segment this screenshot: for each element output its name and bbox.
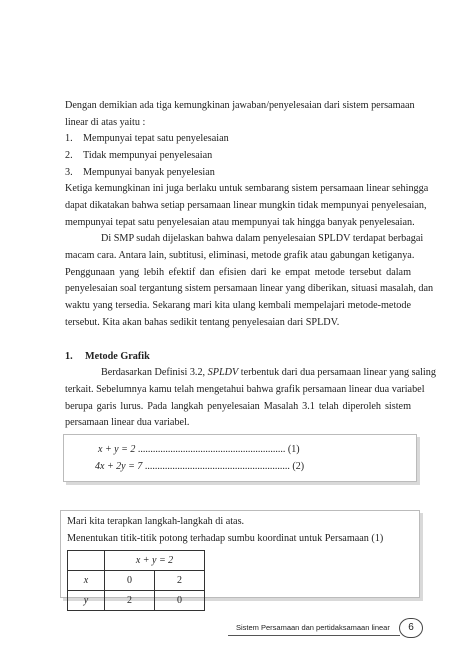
paragraph-line: linear di atas yaitu : <box>65 117 146 128</box>
list-item-text: Mempunyai banyak penyelesian <box>83 167 215 178</box>
footer-title: Sistem Persamaan dan pertidaksamaan linear <box>236 623 390 632</box>
table-cell: 0 <box>105 571 155 591</box>
paragraph-line: berupa garis lurus. Pada langkah penyelesaian Masalah 3.1 telah diperoleh sistem <box>65 401 411 412</box>
paragraph-line: mempunyai tepat satu penyelesaian atau mempunyai tak hingga banyak penyelesaian. <box>65 217 415 228</box>
paragraph-line: Di SMP sudah dijelaskan bahwa dalam penyelesaian SPLDV terdapat berbagai <box>101 233 424 244</box>
paragraph-line: Berdasarkan Definisi 3.2, SPLDV terbentuk dari dua persamaan linear yang saling <box>101 367 436 378</box>
list-item-number: 1. <box>65 133 73 144</box>
paragraph-line: waktu yang tersedia. Sekarang mari kita ulang kembali mempelajari metode-metode <box>65 300 411 311</box>
table-header: x + y = 2 <box>105 551 205 571</box>
paragraph-line: terkait. Sebelumnya kamu telah mengetahui bahwa grafik persamaan linear dua variabel <box>65 384 425 395</box>
list-item-number: 3. <box>65 167 73 178</box>
paragraph-line: tersebut. Kita akan bahas sedikit tentang penyelesaian dari SPLDV. <box>65 317 340 328</box>
list-item-text: Tidak mempunyai penyelesaian <box>83 150 213 161</box>
table-cell-variable: y <box>68 591 105 611</box>
table-header-row <box>68 551 205 571</box>
table-cell-empty <box>68 551 105 571</box>
equation-1: x + y = 2 ........................................................... (1) <box>98 444 300 455</box>
table-cell: 0 <box>155 591 205 611</box>
table-row <box>68 591 205 611</box>
paragraph-line: Ketiga kemungkinan ini juga berlaku untuk sembarang sistem persamaan linear sehingga <box>65 183 429 194</box>
list-item-number: 2. <box>65 150 73 161</box>
paragraph-line: Dengan demikian ada tiga kemungkinan jawaban/penyelesaian dari sistem persamaan <box>65 100 415 111</box>
table-cell: 2 <box>105 591 155 611</box>
paragraph-line: dapat dikatakan bahwa setiap persamaan linear mungkin tidak mempunyai penyelesaian, <box>65 200 427 211</box>
equation-2: 4x + 2y = 7 .......................................................... (2) <box>95 461 305 472</box>
example-instruction: Menentukan titik-titik potong terhadap sumbu koordinat untuk Persamaan (1) <box>67 533 384 544</box>
paragraph-line: macam cara. Antara lain, subtitusi, eliminasi, metode grafik atau gabungan ketiganya. <box>65 250 415 261</box>
equation-box <box>63 434 417 482</box>
paragraph-line: penyelesaian soal tergantung sistem persamaan linear yang diberikan, situasi masalah, dan <box>65 283 434 294</box>
example-intro: Mari kita terapkan langkah-langkah di atas. <box>67 516 245 527</box>
table-cell-variable: x <box>68 571 105 591</box>
section-number: 1. <box>65 351 73 362</box>
table-row <box>68 571 205 591</box>
section-title: Metode Grafik <box>85 351 150 362</box>
paragraph-line: Penggunaan yang lebih efektif dan efisien dari ke empat metode tersebut dalam <box>65 267 411 278</box>
intercept-table <box>67 550 205 611</box>
paragraph-line: persamaan linear dua variabel. <box>65 417 190 428</box>
list-item-text: Mempunyai tepat satu penyelesaian <box>83 133 229 144</box>
page-number: 6 <box>399 618 423 638</box>
table-cell: 2 <box>155 571 205 591</box>
example-box <box>60 510 420 606</box>
